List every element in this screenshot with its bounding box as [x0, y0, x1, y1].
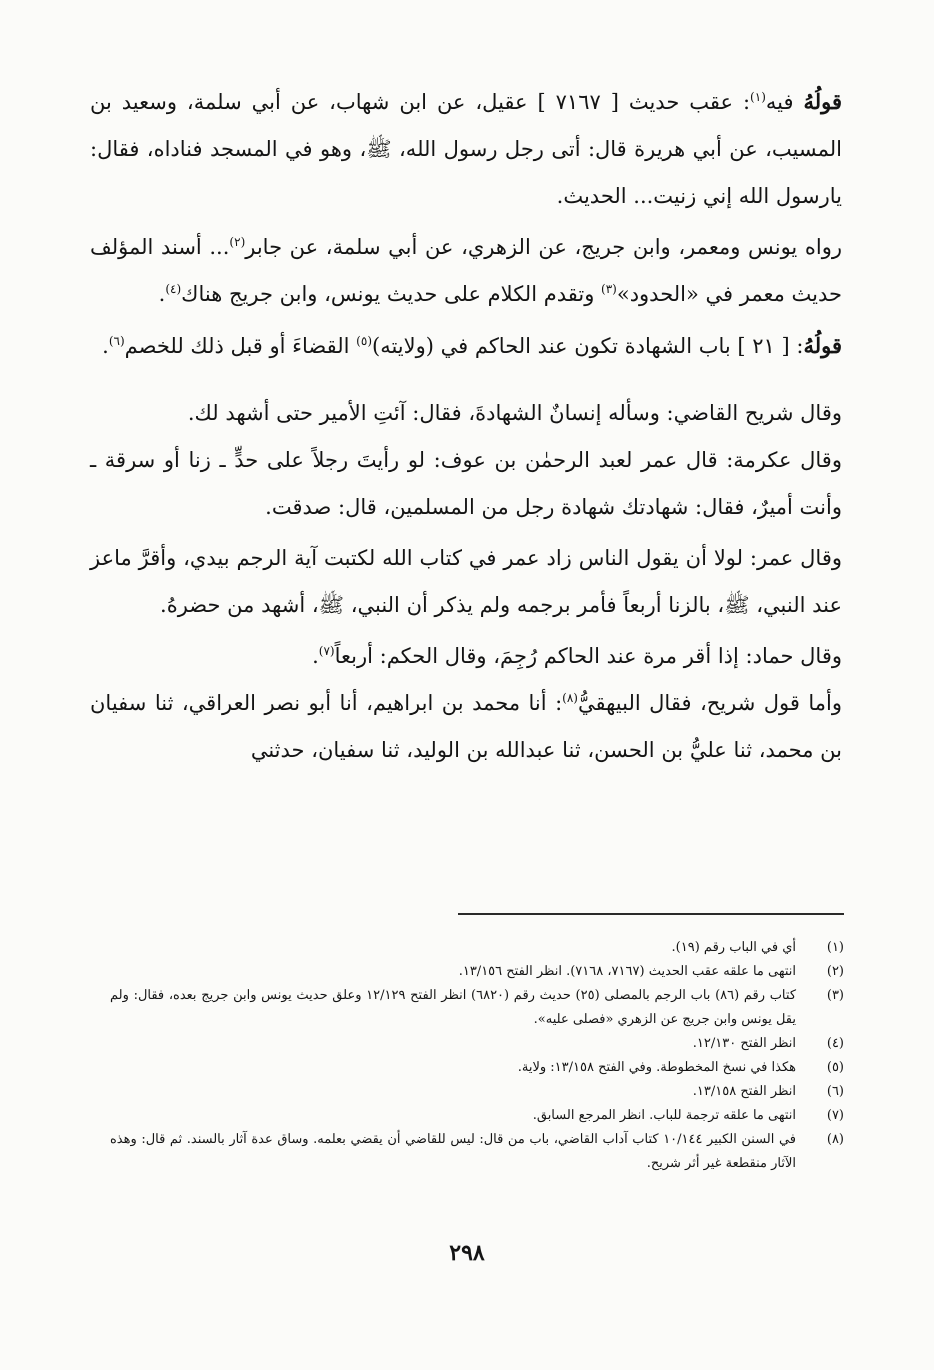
paragraph-8	[90, 680, 842, 774]
footnote-text: انظر الفتح ١٣/١٥٨.	[692, 1084, 796, 1099]
paragraph-3	[90, 322, 842, 370]
paragraph-1	[90, 78, 842, 220]
text-span: وقال حماد: إذا أقر مرة عند الحاكم رُجِمَ، وقال الحكم: أربعاً	[334, 644, 842, 668]
footnote-number: (٥)	[826, 1060, 844, 1075]
footnote-3	[110, 984, 844, 1032]
paragraph-5	[90, 437, 842, 531]
footnote-text: انظر الفتح ١٢/١٣٠.	[692, 1036, 796, 1051]
paragraph-6	[90, 535, 842, 629]
text-span: : [ ٢١ ] باب الشهادة تكون عند الحاكم في (ولايته)	[372, 334, 804, 358]
footnote-ref: (٤)	[165, 282, 182, 296]
footnote-number: (٨)	[826, 1132, 844, 1147]
footnote-4	[110, 1032, 844, 1056]
text-span: ... أسند المؤلف حديث معمر في «الحدود»	[90, 235, 842, 306]
footnote-1	[110, 936, 844, 960]
text-span: وقال شريح القاضي: وسأله إنسانٌ الشهادةَ، فقال: آئتِ الأمير حتى أشهد لك.	[187, 401, 842, 425]
footnote-7	[110, 1104, 844, 1128]
footnote-5	[110, 1056, 844, 1080]
footnote-text: انتهى ما علقه ترجمة للباب. انظر المرجع السابق.	[532, 1108, 796, 1123]
footnote-number: (٤)	[826, 1036, 844, 1051]
text-span: .	[158, 282, 166, 306]
text-span: وقال عمر: لولا أن يقول الناس زاد عمر في كتاب الله لكتبت آية الرجم بيدي، وأقرَّ ماعز عند النبي، ﷺ، بالزنا أربعاً فأمر برجمه ولم يذكر أن النبي، ﷺ، أشهد من حضرهُ.	[90, 546, 842, 617]
text-span: : أنا محمد بن ابراهيم، أنا أبو نصر العراقي، ثنا سفيان بن محمد، ثنا عليُّ بن الحسن، ثنا عبدالله بن الوليد، ثنا سفيان، حدثني	[90, 691, 842, 762]
text-span: فيه	[765, 90, 804, 114]
footnote-number: (٢)	[826, 964, 844, 979]
footnote-ref: (١)	[750, 90, 766, 104]
text-span: رواه يونس ومعمر، وابن جريج، عن الزهري، عن أبي سلمة، عن جابر	[245, 235, 843, 259]
footnote-text: أي في الباب رقم (١٩).	[671, 940, 796, 955]
footnote-ref: (٢)	[229, 235, 246, 249]
footnote-2	[110, 960, 844, 984]
text-span: القضاءَ أو قبل ذلك للخصم	[124, 334, 357, 358]
footnote-text: في السنن الكبير ١٠/١٤٤ كتاب آداب القاضي، باب من قال: ليس للقاضي أن يقضي بعلمه. وساق عدة آثار بالسند. ثم قال: وهذه الآثار منقطعة غير أثر شريح.	[110, 1132, 796, 1171]
text-span: .	[102, 334, 109, 358]
lead-word: قولُهُ	[803, 89, 842, 114]
text-span: : عقب حديث [ ٧١٦٧ ] عقيل، عن ابن شهاب، عن أبي سلمة، وسعيد بن المسيب، عن أبي هريرة قال: أتى رجل رسول الله، ﷺ، وهو في المسجد فناداه، فقال: يارسول الله إني زنيت... الحديث.	[90, 90, 842, 208]
footnote-6	[110, 1080, 844, 1104]
footnote-text: كتاب رقم (٨٦) باب الرجم بالمصلى (٢٥) حديث رقم (٦٨٢٠) انظر الفتح ١٢/١٢٩ وعلق حديث يونس وابن جريج بعده، فقال: ولم يقل يونس وابن جريج عن الزهري «فصلى عليه».	[110, 988, 797, 1027]
paragraph-2	[90, 224, 842, 318]
footnote-ref: (٦)	[108, 334, 125, 348]
footnote-8	[110, 1128, 844, 1176]
text-span: وتقدم الكلام على حديث يونس، وابن جريج هناك	[181, 282, 602, 306]
footnote-divider	[458, 913, 844, 915]
footnote-ref: (٨)	[562, 691, 578, 705]
text-span: وأما قول شريح، فقال البيهقيُّ	[577, 691, 842, 715]
paragraph-4	[90, 390, 842, 437]
footnotes	[110, 936, 844, 1176]
footnote-ref: (٥)	[356, 334, 372, 348]
text-span: وقال عكرمة: قال عمر لعبد الرحمٰن بن عوف: لو رأيتَ رجلاً على حدٍّ ـ زنا أو سرقة ـ وأنت أميرٌ، فقال: شهادتك شهادة رجل من المسلمين، قال: صدقت.	[90, 448, 842, 519]
footnote-number: (٧)	[826, 1108, 844, 1123]
paragraph-7	[90, 633, 842, 680]
footnote-number: (٣)	[826, 988, 844, 1003]
main-text	[90, 78, 842, 774]
page-number: ٢٩٨	[449, 1240, 485, 1266]
text-span: .	[312, 644, 319, 668]
lead-word: قولُهُ	[803, 333, 842, 358]
footnote-text: هكذا في نسخ المخطوطة. وفي الفتح ١٣/١٥٨: ولاية.	[517, 1060, 796, 1075]
footnote-number: (١)	[826, 940, 844, 955]
footnote-text: انتهى ما علقه عقب الحديث (٧١٦٧، ٧١٦٨). انظر الفتح ١٣/١٥٦.	[458, 964, 796, 979]
footnote-number: (٦)	[826, 1084, 844, 1099]
footnote-ref: (٧)	[318, 644, 335, 658]
footnote-ref: (٣)	[601, 282, 617, 296]
